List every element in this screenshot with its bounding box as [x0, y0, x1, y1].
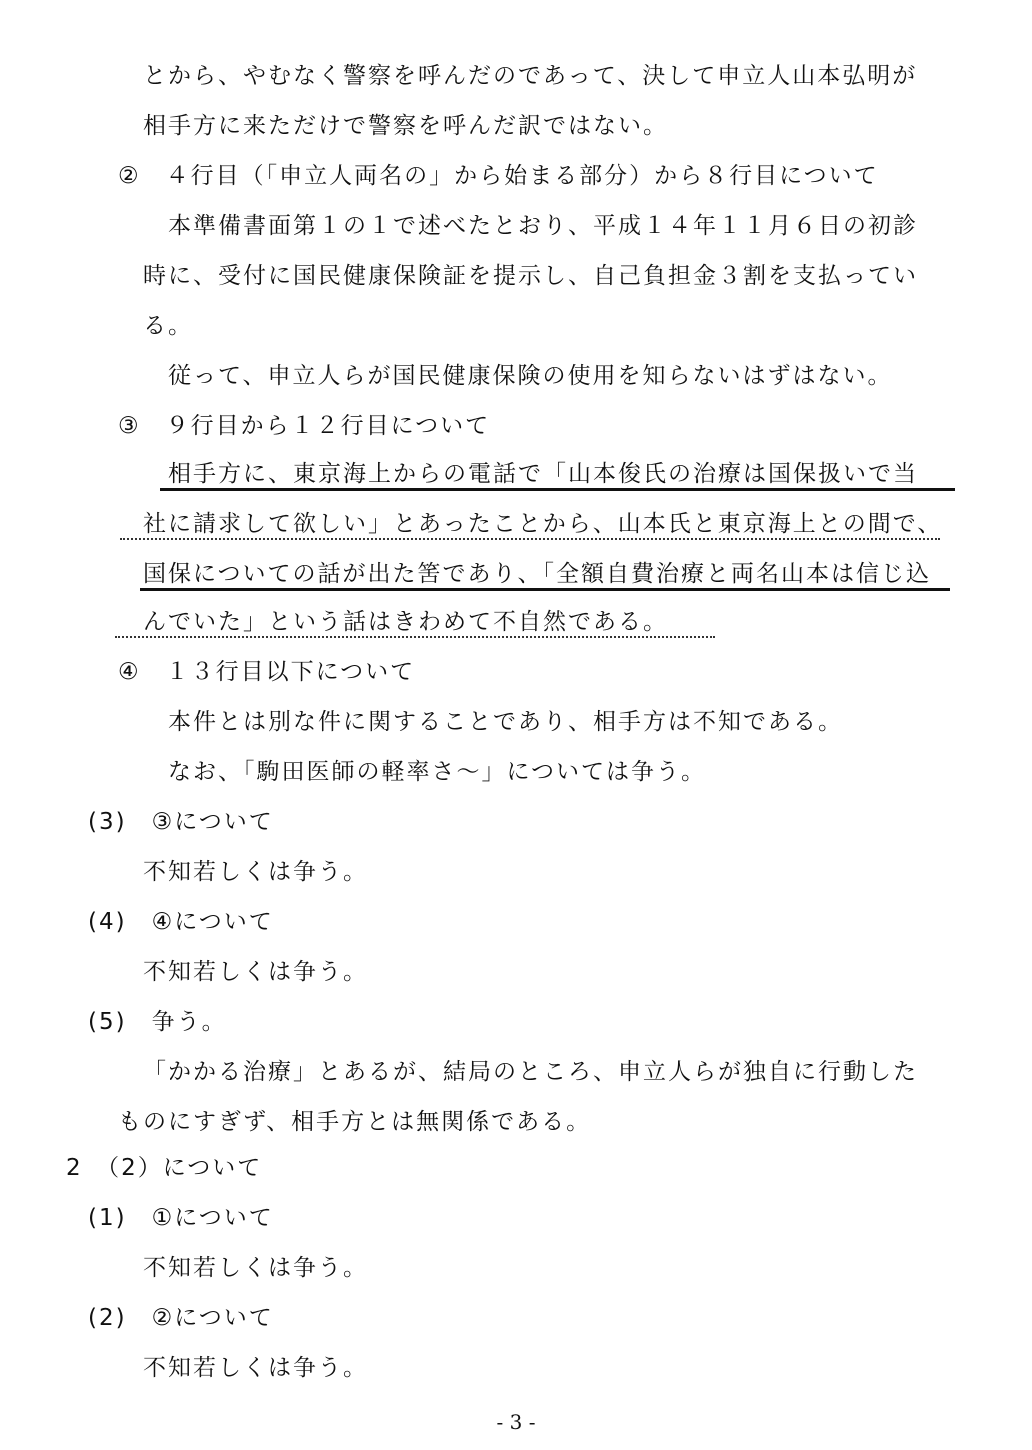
underline-3	[140, 588, 950, 591]
text-line-17: 不知若しくは争う。	[143, 859, 368, 885]
page-number: - 3 -	[496, 1410, 536, 1434]
text-line-21: 「かかる治療」とあるが、結局のところ、申立人らが独自に行動した	[143, 1059, 918, 1085]
text-line-19: 不知若しくは争う。	[143, 959, 368, 985]
text-line-11-underlined: 国保についての話が出た筈であり、「全額自費治療と両名山本は信じ込	[143, 561, 932, 587]
text-line-3: ② ４行目（「申立人両名の」から始まる部分）から８行目について	[118, 163, 879, 189]
underline-4	[115, 636, 715, 638]
text-line-6: る。	[143, 313, 193, 339]
text-line-18: (4) ④について	[88, 909, 274, 935]
underline-1	[160, 488, 955, 491]
text-line-1: とから、やむなく警察を呼んだのであって、決して申立人山本弘明が	[143, 63, 918, 89]
text-line-16: (3) ③について	[88, 809, 274, 835]
text-line-5: 時に、受付に国民健康保険証を提示し、自己負担金３割を支払ってい	[143, 263, 918, 289]
text-line-13: ④ １３行目以下について	[118, 659, 416, 685]
text-line-10-underlined: 社に請求して欲しい」とあったことから、山本氏と東京海上との間で、	[143, 511, 943, 537]
text-line-4: 本準備書面第１の１で述べたとおり、平成１４年１１月６日の初診	[168, 213, 918, 239]
text-line-8: ③ ９行目から１２行目について	[118, 413, 491, 439]
underline-2	[120, 538, 940, 540]
text-line-27: 不知若しくは争う。	[143, 1355, 368, 1381]
text-line-24: (1) ①について	[88, 1205, 274, 1231]
text-line-14: 本件とは別な件に関することであり、相手方は不知である。	[168, 709, 843, 735]
text-line-25: 不知若しくは争う。	[143, 1255, 368, 1281]
text-line-9-underlined: 相手方に、東京海上からの電話で「山本俊氏の治療は国保扱いで当	[168, 461, 918, 487]
text-line-7: 従って、申立人らが国民健康保険の使用を知らないはずはない。	[168, 363, 893, 389]
text-line-12-underlined: んでいた」という話はきわめて不自然である。	[143, 609, 668, 635]
text-line-26: (2) ②について	[88, 1305, 274, 1331]
text-line-2: 相手方に来ただけで警察を呼んだ訳ではない。	[143, 113, 668, 139]
text-line-22: ものにすぎず、相手方とは無関係である。	[118, 1109, 592, 1135]
text-line-23: 2 （2）について	[66, 1155, 263, 1181]
text-line-15: なお、「駒田医師の軽率さ～」については争う。	[168, 759, 707, 785]
text-line-20: (5) 争う。	[88, 1009, 227, 1035]
